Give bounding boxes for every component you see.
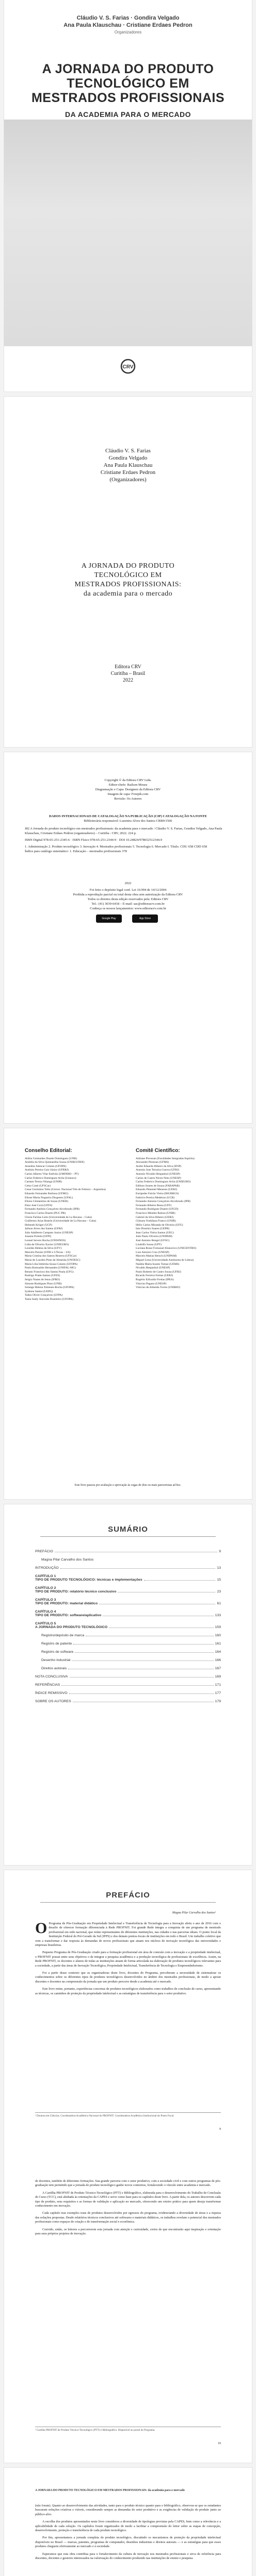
council-member: Marcelo Paixão (UFRJ e UTexas – US): [25, 1250, 71, 1254]
author-2: Gondira Velgado: [108, 455, 148, 461]
page-number: 9: [219, 2128, 221, 2131]
toc-entry-label: Registro/depósito de marca: [41, 1634, 85, 1637]
toc-leader: [69, 1693, 214, 1694]
author-4: Cristiane Erdaes Pedron: [100, 469, 156, 476]
council-member: José Antonio Rengel (UFSC): [136, 1239, 170, 1243]
catalog-head: DADOS INTERNACIONAIS DE CATALOGAÇÃO NA PUBLICAÇÃO (CIP) CATALOGAÇÃO NA FONTE: [49, 815, 207, 818]
toc-leader: [75, 1652, 213, 1653]
council-member: Antonio Jose Teixeira Guerra (UFRJ): [136, 1168, 180, 1172]
toc-entry[interactable]: [35, 1550, 221, 1553]
council-member: Celso Conti (UFSCar): [25, 1184, 51, 1188]
preface-paragraph: Foi a partir desse contexto que as organizadoras deste livro, docentes do Programa, perceberam a necessidade de sistematizar os conhecimentos sobre os diferentes tipos de produtos tecnológicos desenvolvidos no âmbito dos mestrados profissionais, de modo a apoiar discentes e docentes na compreensão da jornada que um produto percorre desde a academia até o mercado.: [35, 1971, 221, 1984]
preface-divider: [40, 1902, 216, 1903]
crv-logo-text: CRV: [122, 364, 134, 370]
preface-paragraph: Pequeno Programa de Pós-Graduação criado para a formação profissional em área de conexão com a inovação e a propriedade intelectual, o PROFNIT possui entre seus objetivos o de integrar a pesquisa acadêmica e a produção tecnológica de profissionais de excelência. Assim, na Rede PROFNIT, os docentes e alunos de todas as instituições atuam de forma articulada na elaboração de produtos tecnológicos relevantes para a sociedade, a partir das áreas de Inovação Tecnológica, Propriedade Intelectual, Transferência de Tecnologia e Empreendedorismo.: [35, 1951, 221, 1968]
toc-entry[interactable]: [35, 1667, 221, 1670]
credit-line: Revisão: Os Autores: [114, 797, 142, 801]
council-member: Carmen Tereza Velanga (UNIR): [25, 1180, 62, 1184]
toc-entry[interactable]: [35, 1691, 221, 1695]
catalog-index-2: Índice para catálogo sistemático: 1. Educação – mestrados profissionais 378: [25, 850, 127, 853]
title-page-title: [35, 562, 221, 599]
council-member: Carlos Alberto Vilar Estêvão (UMINHO – PT): [25, 1172, 79, 1176]
council-member: Fernando Rodrigues Duarte (UFGD): [136, 1208, 179, 1211]
toc-leader: [144, 1580, 216, 1581]
council-member: Tania Suely Azevedo Brasileiro (UFOPA): [25, 1297, 73, 1301]
legal-line: Tel.: (41) 3039-6418 – E-mail: sac@editoracrv.com.br: [91, 902, 165, 906]
toc-entry[interactable]: [35, 1658, 221, 1662]
crv-logo-icon: [113, 358, 143, 378]
title-page-authors: [4, 447, 252, 483]
council-member: Solange Helena Ximenes-Rocha (UFOPA): [25, 1286, 74, 1290]
council-member: Carlos de Castro Neves Neto (UNESP): [136, 1176, 181, 1180]
cover-page: [4, 0, 252, 392]
council-member: Alexandre Pierezan (UFMS): [136, 1161, 169, 1164]
preface-body: [35, 1922, 221, 1999]
council-member: Lídia de Oliveira Xavier (UNIEURO): [25, 1243, 69, 1246]
council-member: Nivaldo Hespanhol (UNESP): [136, 1266, 170, 1270]
council-member: Gilmara Yoshihara Franco (UNIR): [136, 1219, 176, 1223]
council-member: Cesar Gerónimo Tello (Univer. Nacional Três de Febrero – Argentina): [25, 1188, 106, 1192]
toc-entry-label: REFERÊNCIAS: [35, 1683, 60, 1687]
title-page: [4, 397, 252, 747]
preface-title: PREFÁCIO: [106, 1891, 150, 1900]
council-member: Fernando Antonio Gonçalves Alcoforado (IPB): [136, 1200, 190, 1204]
copyright-page: [4, 752, 252, 1123]
council-footnote: Este livro passou por avaliação e aprovação às cegas de dois ou mais pareceristas ad hoc.: [74, 1484, 182, 1487]
council-right-title: Comitê Científico:: [136, 1148, 180, 1154]
toc-entry[interactable]: [35, 1574, 221, 1582]
toc-entry-page: 164: [215, 1650, 221, 1654]
publisher-city: Curitiba – Brasil: [110, 671, 146, 676]
toc-entry-label: Registro de patente: [41, 1642, 72, 1646]
cover-authors-line1: Cláudio V. S. Farias · Gondira Velgado: [76, 15, 180, 21]
toc-entry-page: 169: [215, 1675, 221, 1679]
toc-entry-label: INTRODUÇÃO: [35, 1566, 59, 1570]
council-member: Anselmo Alencar Colares (UFOPA): [25, 1164, 67, 1168]
editorial-council-page: [4, 1128, 252, 1499]
preface-paragraph: Programa de Pós-Graduação em Propriedade Intelectual e Transferência de Tecnologia para a Inovação abriu o ano de 2016 com o desafio de oferecer formação diferenciada à Rede PROFNIT. Foi grande Rede integra a conquista de um programa de mestrado profissional em rede nacional, que reúne representantes de diferentes instituições, nas cidades e nas parcerias ideais. O ponto focal da Instituição Federal do Pré-Gerado da Sul (IFPS) e dos demais pontos-focais de instituições em todo o Brasil. Um trabalho coletivo que vem a transformar e dar resposta às demandas de novos profissionais que atuam nos núcleos de inovação tecnológica das universidades e empresas brasileiras.: [35, 1922, 221, 1947]
council-member: Lourdes Helena da Silva (UFV): [25, 1247, 62, 1250]
page-number: 10: [218, 2442, 221, 2445]
council-member: Maria Cristina dos Santos Bezerra (UFSCar): [25, 1255, 77, 1258]
toc-entry-page: 161: [215, 1642, 221, 1646]
toc-entry-page: 177: [215, 1691, 221, 1695]
council-member: Leonel Severo Rocha (UNISINOS): [25, 1239, 66, 1243]
cover-title: [25, 62, 231, 122]
preface-paragraph: Convido, então, os leitores a percorrerem esta jornada com atenção e curiosidade, certos de que encontrarão aqui inspiração e orientação para seus próprios projetos de inovação.: [35, 2227, 221, 2236]
app-store-badge[interactable]: App Store: [132, 914, 158, 923]
toc-entry-label: Registro de software: [41, 1650, 74, 1654]
toc-leader: [60, 1568, 216, 1569]
catalog-isbn: ISBN Digital 978-65-251-2345-6 · ISBN Físico 978-65-251-2344-9 · DOI 10.24824/978652512344.9: [25, 838, 162, 842]
title-page-publisher: [4, 664, 252, 684]
council-member: Hélio Carlos Miranda de Oliveira (UFU): [136, 1223, 183, 1227]
catalog-record: [25, 814, 231, 854]
preface-paragraph: A Cartilha PROFNIT de Produto Técnico-Tecnológico (PTT) e Bibliográfico, elaborada para o desenvolvimento do Trabalho de Conclusão de Curso (TCC), está alinhada às orientações da CAPES e serve como base para os capítulos deste livro. A partir dela, os autores descrevem cada tipo de produto, seus requisitos e as formas de validação e aplicação no mercado, oferecendo um roteiro prático para quem deseja transformar conhecimento em inovação.: [35, 2191, 221, 2208]
toc-entry-page: 179: [215, 1700, 221, 1703]
google-play-badge[interactable]: Google Play: [96, 914, 122, 923]
credit-line: Imagem de capa: Freepik.com: [107, 792, 149, 796]
council-member: Jailson Alves dos Santos (UFRJ): [25, 1227, 63, 1231]
toc-entry-page: 171: [215, 1683, 221, 1687]
introduction-page: [4, 2468, 252, 2576]
catalog-index: 1. Administração 2. Produto tecnológico 3. Inovação 4. Mestrados profissionais 5. Tecnologia 6. Mercado I. Título. CDU 658 CDD 658: [25, 845, 207, 849]
toc-entry-label: NOTA CONCLUSIVA: [35, 1675, 68, 1679]
publisher-year: 2022: [123, 677, 133, 683]
council-member: Vinicius de Almeida Torres (UNIRIO): [136, 1286, 180, 1290]
council-member: Aldira Guimarães Duarte Domínguez (UNB): [25, 1157, 77, 1160]
council-member: Paulo Romualdo Hernandes (UNIFAL-MG): [25, 1266, 76, 1270]
toc-entry-page: 9: [219, 1550, 221, 1553]
council-member: Fernando Antônio Gonçalves Alcoforado (IPB): [25, 1208, 79, 1211]
council-member: Antônio Pereira Gaio Júnior (UFRRJ): [25, 1168, 69, 1172]
council-member: Josania Portela (UFPI): [25, 1235, 51, 1239]
toc-entry-page: 166: [215, 1658, 221, 1662]
council-member: Iain Dionísio Soares (UEPB): [136, 1227, 170, 1231]
credit-line: Diagramação e Capa: Designers da Editora CRV: [95, 788, 161, 791]
toc-entry-page: 13: [217, 1566, 221, 1570]
preface-author: Magna Pilar Carvalho dos Santos¹: [172, 1911, 216, 1914]
toc-entry-label: SOBRE OS AUTORES: [35, 1700, 71, 1703]
toc-leader: [72, 1660, 213, 1661]
toc-entry[interactable]: [35, 1675, 221, 1679]
council-member: Andréia da Silva Quintanilha Sousa (UNIR/UFRN): [25, 1161, 85, 1164]
copyright-legal: [25, 881, 231, 911]
title-page-organizers: (Organizadores): [109, 477, 147, 483]
toc-entry[interactable]: [35, 1598, 221, 1605]
council-member: Miguel Lima (Universidade Autónoma de Lisboa): [136, 1259, 194, 1262]
drop-cap: O: [35, 1920, 47, 1937]
cover-image-band: [4, 120, 252, 346]
legal-line: Proibida a reprodução parcial ou total desta obra sem autorização da Editora CRV: [73, 893, 183, 896]
toc-entry-label: CAPÍTULO 4 TIPO DE PRODUTO: software/aplicativo: [35, 1610, 102, 1617]
council-member: Helmuth Krüger (UCP): [25, 1223, 52, 1227]
intro-paragraph: A escolha dos produtos apresentados neste livro considerou a diversidade de tipologias previstas pela CAPES, bem como a relevância e a aplicabilidade de cada solução. Os capítulos foram organizados de modo a facilitar a compreensão do leitor sobre as etapas de concepção, desenvolvimento, proteção e transferência de cada produto tecnológico.: [35, 2520, 221, 2533]
title-line-1: A JORNADA DO PRODUTO: [81, 562, 175, 570]
intro-paragraph: Esperamos que esta obra contribua para o fortalecimento da cultura de inovação nos mestrados profissionais e sirva de referência para discentes, docentes e gestores interessados na valorização do conhecimento produzido nas instituições de ensino e pesquisa.: [35, 2552, 221, 2561]
council-member: Carlos Federico Dominguez Avila (Unieuro): [25, 1176, 76, 1180]
toc-entry[interactable]: [35, 1586, 221, 1594]
toc-entry-page: 133: [215, 1614, 221, 1617]
council-member: Tadeu Oliver Gonçalves (UFPA): [25, 1294, 63, 1297]
council-member: Rodrigo Pratte-Santos (UFES): [25, 1274, 60, 1278]
council-member: João Paulo Oliveira (UNIPAM): [136, 1235, 172, 1239]
cover-title-text: A JORNADA DO PRODUTO TECNOLÓGICO EM MESTRADOS PROFISSIONAIS: [31, 62, 225, 105]
council-member: Simone Rodrigues Pinto (UNB): [25, 1282, 62, 1285]
toc-entry[interactable]: [35, 1558, 221, 1562]
council-member: Antonio Nivaldo Hespanhol (UNESP): [136, 1172, 180, 1176]
council-member: Eduardo Pimentel Menezes (UERJ): [136, 1188, 178, 1192]
council-member: Maria Lília Imbiriba Sousa Colares (UFOPA): [25, 1262, 78, 1266]
cover-subtitle: DA ACADEMIA PARA O MERCADO: [65, 110, 191, 118]
toc-leader: [73, 1644, 213, 1645]
toc-entry[interactable]: [35, 1566, 221, 1570]
council-member: Elione Maria Nogueira Diogenes (UFAL): [25, 1196, 73, 1199]
toc-entry-page: 160: [215, 1634, 221, 1637]
cover-authors: [25, 14, 231, 36]
summary-divider: [40, 1536, 216, 1537]
council-member: João Adalberto Campato Junior (UNESP): [25, 1231, 73, 1234]
author-1: Cláudio V. S. Farias: [105, 448, 151, 454]
preface-paragraph: de docentes, também de diferentes formações. Sua grande parceria com o setor produtivo, com a sociedade civil e com outros programas de pós-graduação tem permitido que a jornada do produto tecnológico ganhe novos contornos, fortalecendo o vínculo entre academia e mercado.: [35, 2179, 221, 2188]
council-member: Ricardo Ferreira Freitas (UERJ): [136, 1274, 173, 1278]
council-member: Marcelo Matias Hersch (UNIPAM): [136, 1255, 177, 1258]
preface-footnote: ¹ Doutora em Ciências. Coordenadora Acadêmica Nacional do PROFNIT. Coordenadora Acadêmica Institucional do Ponto Focal.: [35, 2112, 221, 2118]
catalog-librarian: Bibliotecária responsável: Luzenira Alves dos Santos CRB9/1506: [84, 819, 172, 823]
toc-entry-label: CAPÍTULO 1 TIPO DE PRODUTO TECNOLÓGICO: técnicas e implementações: [35, 1574, 142, 1582]
council-member: Maria de Lourdes Pinto de Almeida (UNOESC): [25, 1259, 81, 1262]
running-head: A JORNADA DO PRODUTO TECNOLÓGICO EM MESTRADOS PROFISSIONAIS: da academia para o mercado: [35, 2489, 185, 2492]
preface-body-continued: [35, 2179, 221, 2239]
toc-entry[interactable]: [35, 1650, 221, 1654]
council-member: Renato Francisco dos Santos Paula (UFG): [25, 1270, 74, 1274]
toc-entry-label: Desenho industrial: [41, 1658, 71, 1662]
toc-entry[interactable]: [35, 1700, 221, 1703]
toc-entry[interactable]: [35, 1622, 221, 1629]
council-right-column: [136, 1149, 234, 1290]
preface-paragraph: Este livro reúne, portanto, experiências concretas de produtos tecnológicos elaborados como trabalhos de conclusão de curso, apresentando as técnicas, os caminhos de proteção da propriedade intelectual e as estratégias de transferência para o setor produtivo.: [35, 1987, 221, 1995]
toc-entry-label: PREFÁCIO: [35, 1550, 53, 1553]
council-member: Gloria Fariñas León (Universidade de La Havana – Cuba): [25, 1215, 92, 1219]
toc-entry-page: 23: [217, 1590, 221, 1594]
preface-paragraph: Cada capítulo traz exemplos reais de produtos desenvolvidos por egressos do programa, evidenciando a diversidade de áreas e a riqueza das soluções propostas. Desde relatórios técnicos conclusivos até softwares e materiais didáticos, os trabalhos revelam o potencial dos mestrados profissionais como espaços de criação e de transformação social e econômica.: [35, 2211, 221, 2224]
toc-leader: [61, 1685, 213, 1686]
toc-entry-label: ÍNDICE REMISSIVO: [35, 1691, 68, 1695]
author-3: Ana Paula Klauschau: [103, 462, 153, 468]
title-line-4: da academia para o mercado: [83, 590, 173, 598]
council-member: Francisco Mendes Ramos (UNIR): [136, 1211, 175, 1215]
council-member: Carlos Federico Dominguez Avila (UNIEURO): [136, 1180, 191, 1184]
toc-entry-page: 15: [217, 1578, 221, 1582]
copyright-year: 2022: [124, 882, 132, 885]
title-line-3: MESTRADOS PROFISSIONAIS:: [74, 581, 182, 588]
council-member: Sérgio Nunes de Jesus (IFRO): [25, 1278, 60, 1281]
council-member: Lindolfo Sousa (UPT): [136, 1243, 162, 1246]
council-left-title: Conselho Editorial:: [25, 1148, 72, 1154]
preface-page: [4, 1870, 252, 2463]
council-member: Luciana Rosar Fornazari Klanovicz (UNICENTRO): [136, 1247, 197, 1250]
council-left-column: [25, 1149, 123, 1302]
council-member: Gabriel da Silva Ribeiro (UERJ): [136, 1215, 174, 1219]
toc-entry-label: CAPÍTULO 5 A JORNADA DO PRODUTO TECNOLÓGICO: [35, 1622, 108, 1629]
toc-entry-page: 159: [215, 1625, 221, 1629]
legal-line: Todos os direitos desta edição reservados pela: Editora CRV: [87, 897, 169, 901]
legal-line: Conheça os nossos lançamentos: www.editoracrv.com.br: [90, 907, 166, 910]
introduction-body: [35, 2504, 221, 2564]
council-member: Fernando Ribeiro Bessa (UFF): [136, 1204, 172, 1207]
toc-entry-label: CAPÍTULO 2 TIPO DE PRODUTO: relatório técnico conclusivo: [35, 1586, 117, 1594]
cover-organizers: Organizadores: [114, 30, 142, 35]
toc-entry[interactable]: [35, 1610, 221, 1617]
council-member: Natália Maria Soares Tomaz (UEMS): [136, 1262, 180, 1266]
council-member: Vinicius Pagano (UNESP): [136, 1282, 167, 1285]
council-member: Sydione Santos (UEPG): [25, 1290, 53, 1293]
toc-entry-label: CAPÍTULO 3 TIPO DE PRODUTO: material didático: [35, 1598, 98, 1605]
toc-entry-label: Direitos autorais: [41, 1667, 67, 1670]
council-member: Eduardo Fernandes Barbosa (UFMG): [25, 1192, 69, 1195]
toc-entry-label: Magna Pilar Carvalho dos Santos: [41, 1558, 94, 1562]
summary-page: [4, 1504, 252, 1865]
intro-paragraph: Por fim, apresentamos a jornada completa do produto tecnológico, discutindo os mecanismos de proteção da propriedade intelectual disponíveis no Brasil — marcas, patentes, programas de computador, desenhos industriais e direitos autorais — e as estratégias para que esses produtos cheguem efetivamente ao mercado e à sociedade.: [35, 2536, 221, 2549]
council-member: Jean Carlos Vieira Santos (UEG): [136, 1231, 174, 1234]
council-member: Elizeu Clementino de Souza (UNEB): [25, 1200, 68, 1204]
toc-entry[interactable]: [35, 1634, 221, 1637]
cover-authors-line2: Ana Paula Klauschau · Cristiane Erdaes Pedron: [63, 22, 193, 28]
title-line-2: TECNOLÓGICO EM: [94, 571, 162, 579]
preface-footnote: ² Cartilha PROFNIT de Produto Técnico-Tecnológico (PTT) e Bibliográfico. Disponível no portal do Programa.: [35, 2427, 221, 2432]
legal-line: Foi feito o depósito legal conf. Lei 10.994 de 14/12/2004: [89, 888, 167, 892]
council-member: Francisco Carlos Duarte (PUC-PR): [25, 1211, 66, 1215]
toc-entry[interactable]: [35, 1683, 221, 1687]
summary-title: SUMÁRIO: [108, 1525, 148, 1534]
council-member: Élsio José Corá (UFFS): [25, 1204, 53, 1207]
catalog-body: J82 A Jornada do produto tecnológico em mestrados profissionais: da academia para o mercado / Cláudio V. S. Farias, Gondira Velgado, Ana Paula Klauschau, Cristiane Erdaes Pedron (organizadores) – Curitiba : CRV, 2022. 224 p.: [25, 827, 222, 835]
council-member: Paulo Roberto de Castro Sousa (UFRJ): [136, 1270, 181, 1274]
council-member: Luiz Antonio Cruz (UNESP): [136, 1250, 169, 1254]
council-member: Rogério Edivaldo Freitas (IPEA): [136, 1278, 174, 1281]
credit-line: Copyright © da Editora CRV Ltda.: [104, 778, 152, 782]
toc-entry-page: 167: [215, 1667, 221, 1670]
council-member: Adriane Piovezan (Faculdades Integradas Espírita): [136, 1157, 195, 1160]
council-member: Euripedes Falcão Vieira (IHGRRGS): [136, 1192, 179, 1195]
council-member: Edilson Soares de Souza (FABAPAR): [136, 1184, 180, 1188]
table-of-contents: [35, 1550, 221, 1708]
copyright-credits: [25, 778, 231, 801]
credit-line: Editor-chefe: Railson Moura: [108, 783, 148, 787]
toc-entry-page: 61: [217, 1602, 221, 1605]
intro-paragraph: (não foram). Quanto ao desenvolvimento das atividades, tanto para o produto técnico quanto para o bibliográfico, observou-se que os estudantes buscaram soluções criativas e viáveis, considerando sempre as demandas do setor produtivo e as exigências de validação do produto junto ao público-alvo.: [35, 2504, 221, 2516]
toc-entry[interactable]: [35, 1642, 221, 1646]
council-member: Fabrício Pereira Medeiros (UCB): [136, 1196, 175, 1199]
council-member: Andre Eduardo Ribeiro da Silva (IFSP): [136, 1164, 182, 1168]
council-member: Guillermo Arias Beatón (Universidade de La Havana – Cuba): [25, 1219, 97, 1223]
publisher-name: Editora CRV: [115, 664, 141, 670]
